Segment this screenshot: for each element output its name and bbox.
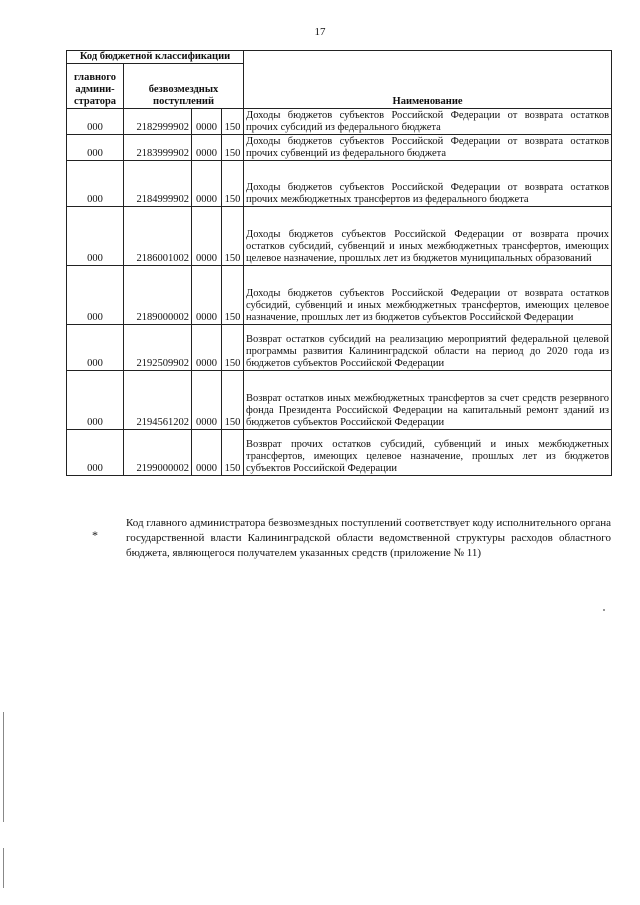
receipts-code: 2183999902 [124,135,192,161]
admin-code: 000 [67,325,124,371]
table-row [67,161,612,207]
subtype-code: 0000 [192,371,222,430]
type-code: 150 [222,161,244,207]
table-row [67,109,612,135]
type-code: 150 [222,207,244,266]
type-code: 150 [222,325,244,371]
table-row [67,135,612,161]
subtype-code: 0000 [192,325,222,371]
type-code: 150 [222,371,244,430]
scan-speck [603,609,605,611]
row-name: Возврат остатков субсидий на реализацию мероприятий федеральной целевой программы развития Калининградской области на период до 2020 года из бюджетов субъектов Российской Федерации [244,325,612,371]
table-body [67,109,612,476]
row-name: Возврат прочих остатков субсидий, субвенций и иных межбюджетных трансфертов, имеющих целевое назначение, прошлых лет из бюджетов субъектов Российской Федерации [244,430,612,476]
receipts-code: 2189000002 [124,266,192,325]
name-column-header: Наименование [244,51,612,109]
row-name: Возврат остатков иных межбюджетных трансфертов за счет средств резервного фонда Президента Российской Федерации на капитальный ремонт зданий из бюджетов субъектов Российской Федерации [244,371,612,430]
receipts-code: 2182999902 [124,109,192,135]
table-row [67,266,612,325]
admin-column-header: главного админи-стратора [67,64,124,109]
table-header-row [67,51,612,64]
budget-classification-table [66,50,612,476]
page-number: 17 [314,26,326,38]
type-code: 150 [222,135,244,161]
footnote-mark: * [92,528,98,542]
admin-code: 000 [67,161,124,207]
admin-code: 000 [67,207,124,266]
receipts-code: 2186001002 [124,207,192,266]
admin-code: 000 [67,135,124,161]
admin-code: 000 [67,430,124,476]
table-row [67,430,612,476]
row-name: Доходы бюджетов субъектов Российской Федерации от возврата остатков прочих межбюджетных трансфертов из федерального бюджета [244,161,612,207]
subtype-code: 0000 [192,207,222,266]
receipts-code: 2194561202 [124,371,192,430]
footnote-text: Код главного администратора безвозмездных поступлений соответствует коду исполнительного органа государственной власти Калининградской области ведомственной структуры расходов областного бюджета, являющегося получателем указанных средств (приложение № 11) [126,517,611,559]
subtype-code: 0000 [192,135,222,161]
subtype-code: 0000 [192,430,222,476]
admin-code: 000 [67,109,124,135]
row-name: Доходы бюджетов субъектов Российской Федерации от возврата остатков прочих субвенций из федерального бюджета [244,135,612,161]
receipts-code: 2192509902 [124,325,192,371]
scan-edge-mark [3,712,4,822]
scan-edge-mark [3,848,4,888]
type-code: 150 [222,109,244,135]
admin-code: 000 [67,371,124,430]
row-name: Доходы бюджетов субъектов Российской Федерации от возврата прочих остатков субсидий, субвенций и иных межбюджетных трансфертов, имеющих целевое назначение, прошлых лет из бюджетов муниципальных образований [244,207,612,266]
group-header: Код бюджетной классификации [67,51,244,64]
admin-code: 000 [67,266,124,325]
subtype-code: 0000 [192,109,222,135]
row-name: Доходы бюджетов субъектов Российской Федерации от возврата остатков субсидий, субвенций и иных межбюджетных трансфертов, имеющих целевое назначение, прошлых лет из бюджетов субъектов Российской Федерации [244,266,612,325]
receipts-code: 2199000002 [124,430,192,476]
subtype-code: 0000 [192,161,222,207]
receipts-column-header: безвозмездных поступлений [124,64,244,109]
table-row [67,325,612,371]
table-row [67,207,612,266]
type-code: 150 [222,266,244,325]
type-code: 150 [222,430,244,476]
table-row [67,371,612,430]
subtype-code: 0000 [192,266,222,325]
row-name: Доходы бюджетов субъектов Российской Федерации от возврата остатков прочих субсидий из федерального бюджета [244,109,612,135]
receipts-code: 2184999902 [124,161,192,207]
